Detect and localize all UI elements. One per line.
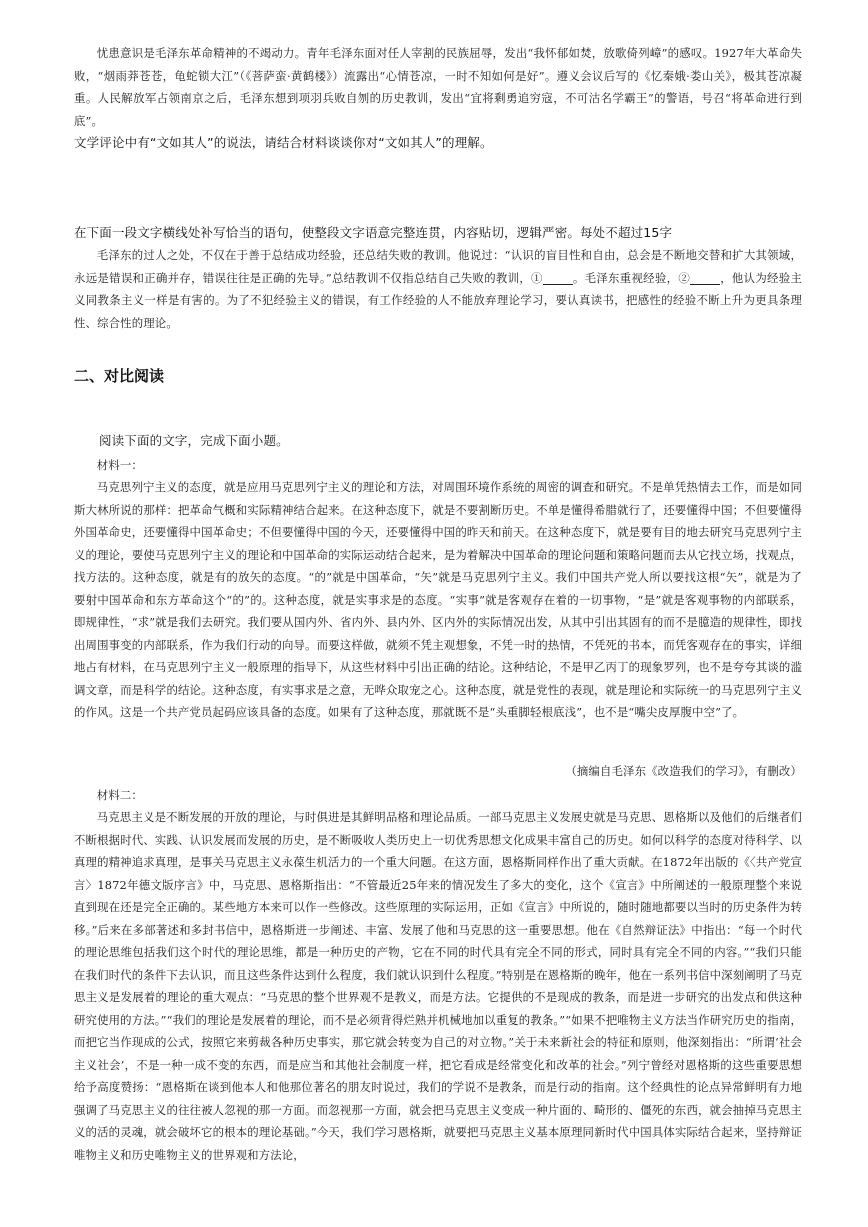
question-fill-in-blanks: 在下面一段文字横线处补写恰当的语句，使整段文字语意完整连贯，内容贴切，逻辑严密。每处不超过15字 (74, 225, 673, 240)
section-heading-comparative-reading: 二、对比阅读 (74, 367, 165, 385)
material-2-text: 马克思主义是不断发展的开放的理论，与时俱进是其鲜明品格和理论品质。一部马克思主义发展史就是马克思、恩格斯以及他们的后继者们不断根据时代、实践、认识发展而发展的历史，是不断吸收人类历史上一切优秀思想文化成果丰富自己的历史。如何以科学的态度对待科学、以真理的精神追求真理，是事关马克思主义永葆生机活力的一个重大问题。在这方面，恩格斯同样作出了重大贡献。在1872年出版的《〈共产党宣言〉1872年德文版序言》中，马克思、恩格斯指出：“不管最近25年来的情况发生了多大的变化，这个《宣言》中所阐述的一般原理整个来说直到现在还是完全正确的。某些地方本来可以作一些修改。这些原理的实际运用，正如《宣言》中所说的，随时随地都要以当时的历史条件为转移。”后来在多部著述和多封书信中，恩格斯进一步阐述、丰富、发展了他和马克思的这一重要思想。他在《自然辩证法》中指出：“每一个时代的理论思维包括我们这个时代的理论思维，都是一种历史的产物，它在不同的时代具有完全不同的形式，同时具有完全不同的内容。”“我们只能在我们时代的条件下去认识，而且这些条件达到什么程度，我们就认识到什么程度。”特别是在恩格斯的晚年，他在一系列书信中深刻阐明了马克思主义是发展着的理论的重大观点：“马克思的整个世界观不是教义，而是方法。它提供的不是现成的教条，而是进一步研究的出发点和供这种研究使用的方法。”“我们的理论是发展着的理论，而不是必须背得烂熟并机械地加以重复的教条。”“如果不把唯物主义方法当作研究历史的指南，而把它当作现成的公式，按照它来剪裁各种历史事实，那它就会转变为自己的对立物。”关于未来新社会的特征和原则，他深刻指出：“所谓‘社会主义社会’，不是一种一成不变的东西，而是应当和其他社会制度一样，把它看成是经常变化和改革的社会。”列宁曾经对恩格斯的这些重要思想给予高度赞扬：“恩格斯在谈到他本人和他那位著名的朋友时说过，我们的学说不是教条，而是行动的指南。这个经典性的论点异常鲜明有力地强调了马克思主义的往往被人忽视的那一方面。而忽视那一方面，就会把马克思主义变成一种片面的、畸形的、僵死的东西，就会抽掉马克思主义的活的灵魂，就会破坏它的根本的理论基础。”今天，我们学习恩格斯，就要把马克思主义基本原理同新时代中国具体实际结合起来，坚持辩证唯物主义和历史唯物主义的世界观和方法论， (74, 810, 803, 1162)
paragraph-fill-in-blanks (74, 244, 802, 334)
fill-text-part-2: 。毛泽东重视经验， (572, 270, 679, 285)
blank-marker-2: ② (678, 270, 691, 285)
answer-blank-2[interactable] (690, 270, 720, 285)
answer-blank-1[interactable] (543, 270, 573, 285)
paragraph-worry-consciousness: 忧患意识是毛泽东革命精神的不竭动力。青年毛泽东面对任人宰割的民族屈辱，发出“我怀郁如焚，放歌倚列嶂”的感叹。1927年大革命失败，“烟雨莽苍苍，龟蛇锁大江”（《菩萨蛮·黄鹤楼》）流露出“心情苍凉，一时不知如何是好”。遵义会议后写的《忆秦娥·娄山关》，极其苍凉凝重。人民解放军占领南京之后，毛泽东想到项羽兵败自刎的历史教训，发出“宜将剩勇追穷寇，不可沽名学霸王”的警语，号召“将革命进行到底”。 (74, 46, 802, 128)
material-1-label: 材料一： (96, 458, 143, 472)
reading-instruction: 阅读下面的文字，完成下面小题。 (99, 433, 289, 448)
fill-text-part-1: 毛泽东的过人之处，不仅在于善于总结成功经验，还总结失败的教训。他说过：“认识的盲目性和自由，总会是不断地交替和扩大其领域，永远是错误和正确并存，错误往往是正确的先导。”总结教训不仅指总结自己失败的教训， (74, 248, 802, 285)
material-1-source: （摘编自毛泽东《改造我们的学习》，有删改） (565, 764, 802, 778)
question-wen-ru-qi-ren: 文学评论中有“文如其人”的说法，请结合材料谈谈你对“文如其人”的理解。 (74, 135, 493, 150)
material-2-label: 材料二： (96, 788, 143, 802)
material-1-text: 马克思列宁主义的态度，就是应用马克思列宁主义的理论和方法，对周围环境作系统的周密的调查和研究。不是单凭热情去工作，而是如同斯大林所说的那样：把革命气概和实际精神结合起来。在这种态度下，就是不要割断历史。不单是懂得希腊就行了，还要懂得中国；不但要懂得外国革命史，还要懂得中国革命史；不但要懂得中国的今天，还要懂得中国的昨天和前天。在这种态度下，就是要有目的地去研究马克思列宁主义的理论，要使马克思列宁主义的理论和中国革命的实际运动结合起来，是为着解决中国革命的理论问题和策略问题而去从它找立场，找观点，找方法的。这种态度，就是有的放矢的态度。“的”就是中国革命，“矢”就是马克思列宁主义。我们中国共产党人所以要找这根“矢”，就是为了要射中国革命和东方革命这个“的”的。这种态度，就是实事求是的态度。“实事”就是客观存在着的一切事物，“是”就是客观事物的内部联系，即规律性，“求”就是我们去研究。我们要从国内外、省内外、县内外、区内外的实际情况出发，从其中引出其固有的而不是臆造的规律性，即找出周围事变的内部联系，作为我们行动的向导。而要这样做，就须不凭主观想象，不凭一时的热情，不凭死的书本，而凭客观存在的事实，详细地占有材料，在马克思列宁主义一般原理的指导下，从这些材料中引出正确的结论。这种结论，不是甲乙丙丁的现象罗列，也不是夸夸其谈的滥调文章，而是科学的结论。这种态度，有实事求是之意，无哗众取宠之心。这种态度，就是党性的表现，就是理论和实际统一的马克思列宁主义的作风。这是一个共产党员起码应该具备的态度。如果有了这种态度，那就既不是“头重脚轻根底浅”，也不是“嘴尖皮厚腹中空”了。 (74, 480, 802, 719)
blank-marker-1: ① (531, 270, 543, 285)
fill-text-part-3: ，他认为经验主义同教条主义一样是有害的。为了不犯经验主义的错误，有工作经验的人不能放弃理论学习，要认真读书，把感性的经验不断上升为更具条理性、综合性的理论。 (74, 270, 802, 330)
